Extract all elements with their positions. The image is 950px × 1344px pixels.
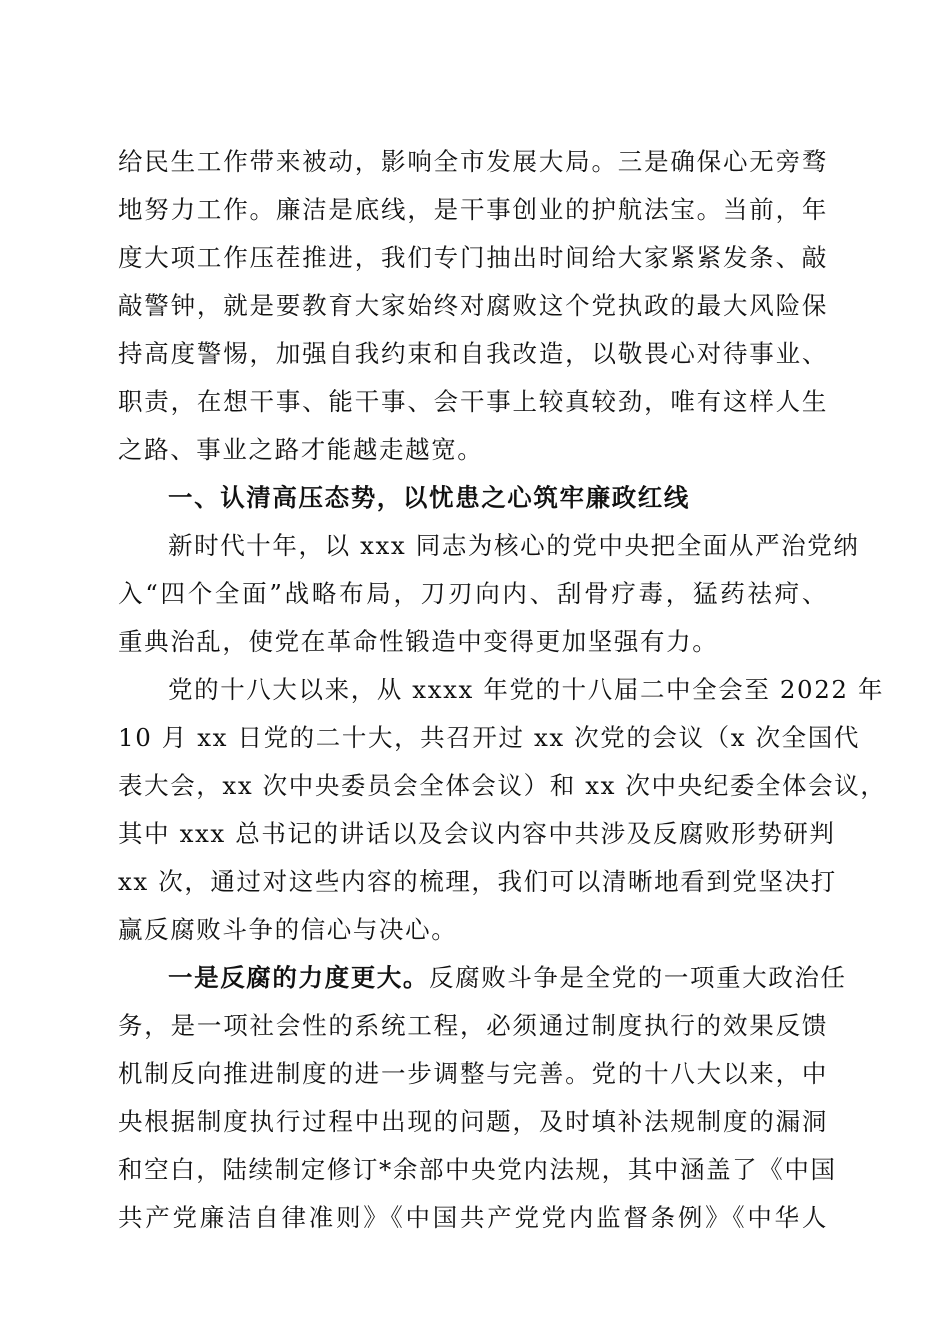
text-line: 持高度警惕，加强自我约束和自我改造，以敬畏心对待事业、 xyxy=(118,339,828,368)
text-line: 机制反向推进制度的进一步调整与完善。党的十八大以来，中 xyxy=(118,1059,828,1088)
text-line: 赢反腐败斗争的信心与决心。 xyxy=(118,915,458,944)
text-line: 新时代十年，以 xxx 同志为核心的党中央把全面从严治党纳 xyxy=(168,531,860,560)
document-body xyxy=(118,138,887,1242)
text-line: 地努力工作。廉洁是底线，是干事创业的护航法宝。当前，年 xyxy=(118,195,828,224)
bold-lead: 一是反腐的力度更大。 xyxy=(168,963,429,992)
text-line: xx 次，通过对这些内容的梳理，我们可以清晰地看到党坚决打 xyxy=(118,867,837,896)
text-line: 党的十八大以来，从 xxxx 年党的十八届二中全会至 2022 年 xyxy=(168,675,885,704)
text-line: 敲警钟，就是要教育大家始终对腐败这个党执政的最大风险保 xyxy=(118,291,828,320)
text-line xyxy=(118,954,847,1002)
text-line: 重典治乱，使党在革命性锻造中变得更加坚强有力。 xyxy=(118,627,719,656)
text-line: 务，是一项社会性的系统工程，必须通过制度执行的效果反馈 xyxy=(118,1011,828,1040)
text-line: 10 月 xx 日党的二十大，共召开过 xx 次党的会议（x 次全国代 xyxy=(118,723,860,752)
text-line: 和空白，陆续制定修订*余部中央党内法规，其中涵盖了《中国 xyxy=(118,1155,837,1184)
text-line: 央根据制度执行过程中出现的问题，及时填补法规制度的漏洞 xyxy=(118,1107,828,1136)
text-line: 度大项工作压茬推进，我们专门抽出时间给大家紧紧发条、敲 xyxy=(118,243,828,272)
text-line: 给民生工作带来被动，影响全市发展大局。三是确保心无旁骛 xyxy=(118,147,828,176)
text-line: 其中 xxx 总书记的讲话以及会议内容中共涉及反腐败形势研判 xyxy=(118,819,836,848)
text-line: 之路、事业之路才能越走越宽。 xyxy=(118,435,484,464)
text-line: 职责，在想干事、能干事、会干事上较真较劲，唯有这样人生 xyxy=(118,387,828,416)
text-line: 表大会，xx 次中央委员会全体会议）和 xx 次中央纪委全体会议， xyxy=(118,771,887,800)
section-heading: 一、认清高压态势，以忧患之心筑牢廉政红线 xyxy=(168,483,690,512)
text-line: 入“四个全面”战略布局，刀刃向内、刮骨疗毒，猛药祛疴、 xyxy=(118,579,828,608)
text-span: 反腐败斗争是全党的一项重大政治任 xyxy=(429,963,847,992)
text-line: 共产党廉洁自律准则》《中国共产党党内监督条例》《中华人 xyxy=(118,1203,828,1232)
